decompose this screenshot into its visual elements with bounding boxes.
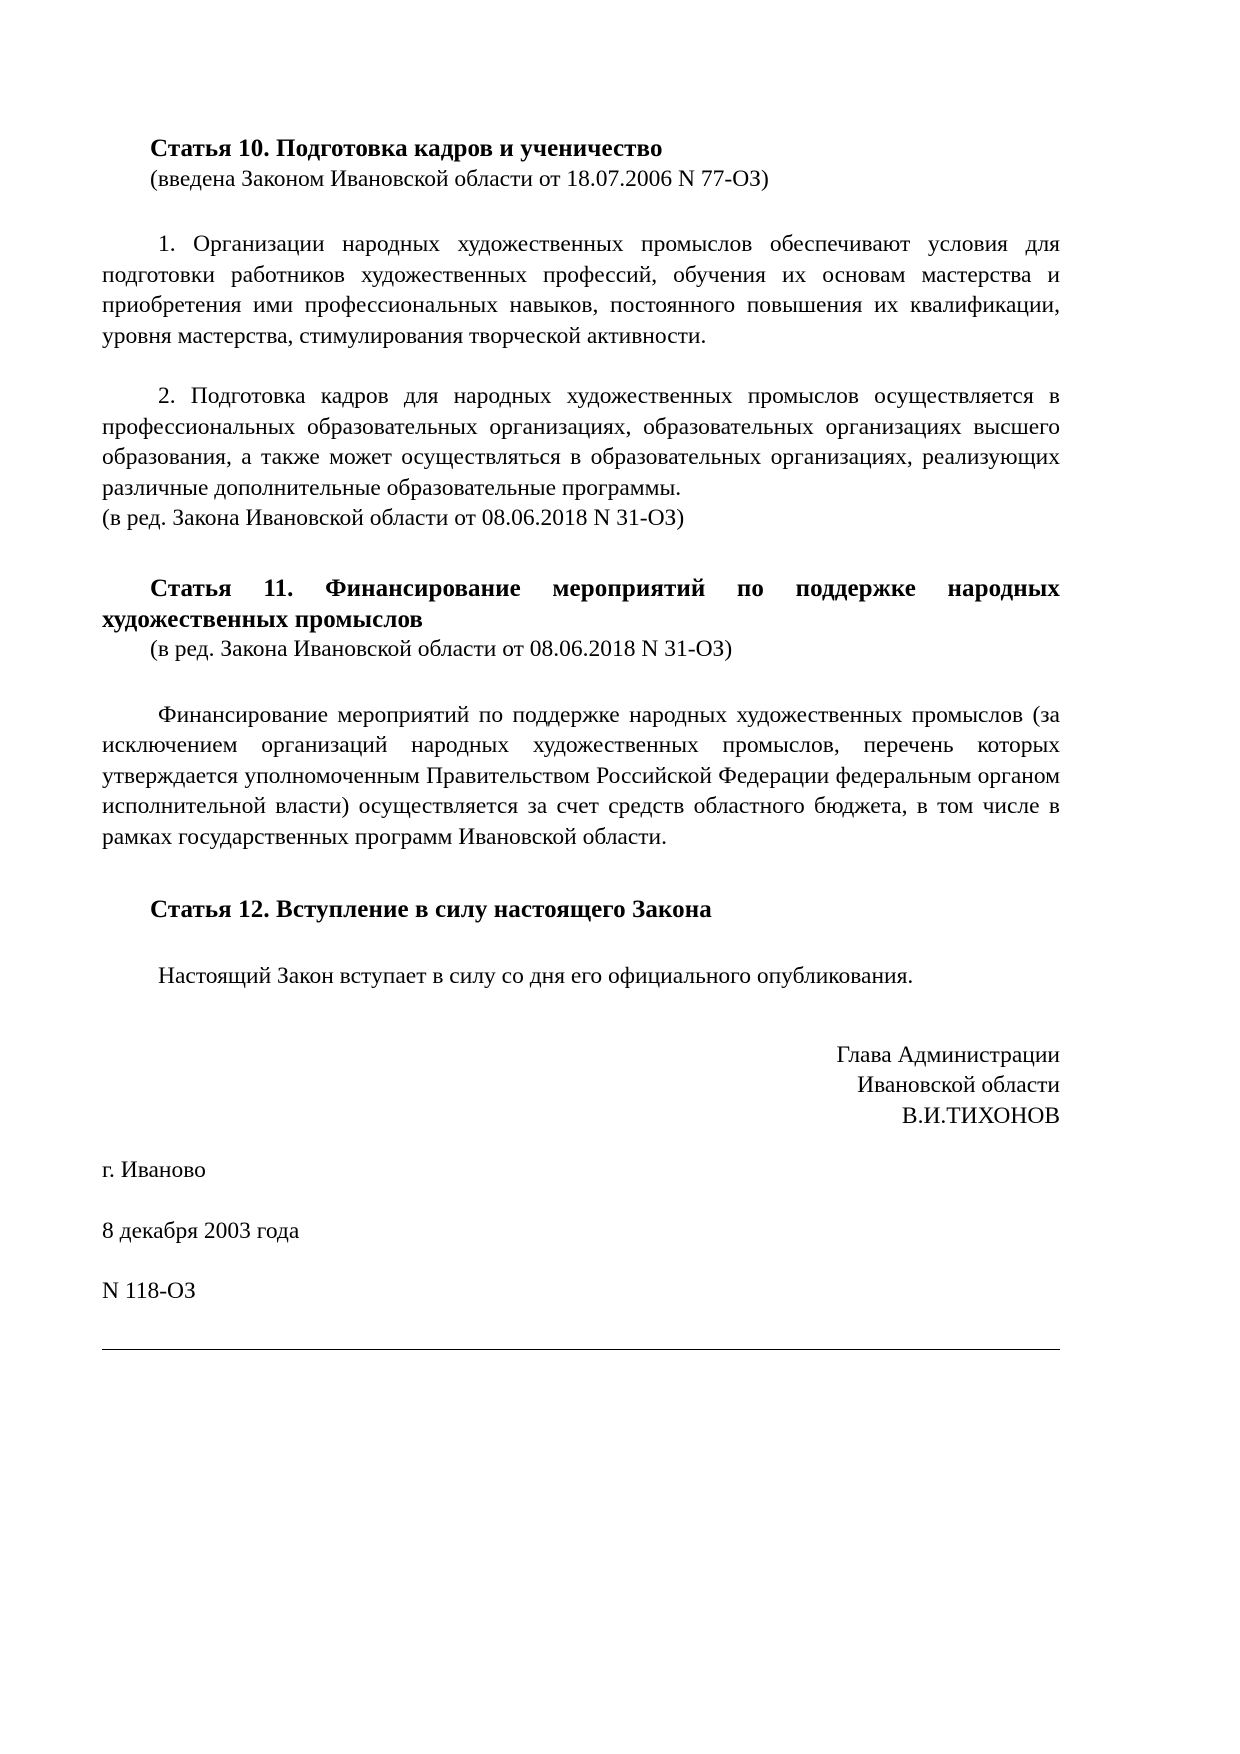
article-10-paragraph-1: 1. Организации народных художественных промыслов обеспечивают условия для подготовки работников художественных профессий, обучения их основам мастерства и приобретения ими профессиональных навыков, постоянного повышения их квалификации, уровня мастерства, стимулирования творческой активности. [102,231,1060,349]
signature-line-title: Глава Администрации [836,1041,1060,1068]
article-10-amendment-note: (введена Законом Ивановской области от 18.07.2006 N 77-ОЗ) [150,165,769,192]
spacer-before-closing [102,1131,1060,1155]
spacer-before-article-11 [102,532,1060,574]
closing-law-number: N 118-ОЗ [102,1278,196,1305]
signature-line-region: Ивановской области [857,1072,1060,1099]
signature-line-name: В.И.ТИХОНОВ [901,1102,1060,1129]
spacer-before-signature [102,992,1060,1040]
article-12-paragraph-1: Настоящий Закон вступает в силу со дня его официального опубликования. [158,963,914,990]
article-12-heading: Статья 12. Вступление в силу настоящего Закона [150,895,712,923]
article-11-heading: Статья 11. Финансирование мероприятий по поддержке народных художественных промыслов [102,575,1060,633]
spacer-before-rule [102,1307,1060,1349]
closing-date: 8 декабря 2003 года [102,1217,300,1244]
spacer-after-article-12-heading [102,925,1060,961]
article-10-paragraph-2: 2. Подготовка кадров для народных художественных промыслов осуществляется в профессиональных образовательных организациях, образовательных организациях высшего образования, а также может осуществляться в образовательных организациях, реализующих различные дополнительные образовательные программы. [102,383,1060,501]
spacer-between-paragraphs-10 [102,351,1060,381]
article-11-paragraph-1: Финансирование мероприятий по поддержке народных художественных промыслов (за исключением организаций народных художественных промыслов, перечень которых утверждается уполномоченным Правительством Российской Федерации федеральным органом исполнительной власти) осуществляется за счет средств областного бюджета, в том числе в рамках государственных программ Ивановской области. [102,701,1060,851]
spacer-before-article-12 [102,853,1060,895]
top-spacer [102,0,1060,134]
document-body [102,0,1060,1350]
spacer-before-number [102,1246,1060,1276]
article-10-paragraph-2-amendment-note: (в ред. Закона Ивановской области от 08.06.2018 N 31-ОЗ) [102,504,685,531]
closing-city: г. Иваново [102,1157,206,1184]
spacer-before-date [102,1186,1060,1216]
spacer-after-article-10-note [102,193,1060,229]
article-10-heading: Статья 10. Подготовка кадров и ученичество [150,135,663,162]
footer-divider [102,1349,1060,1350]
article-11-amendment-note: (в ред. Закона Ивановской области от 08.06.2018 N 31-ОЗ) [150,636,733,663]
signature-block [102,1040,1060,1132]
spacer-after-article-11-note [102,664,1060,700]
